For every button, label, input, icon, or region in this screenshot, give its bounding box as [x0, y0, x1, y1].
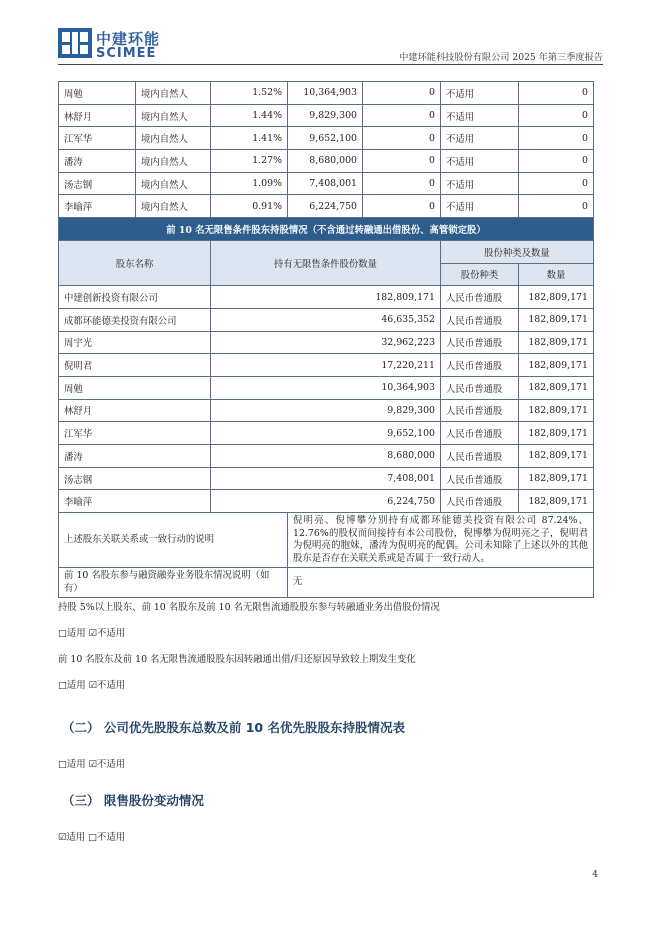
- holder-type: 境内自然人: [136, 195, 211, 218]
- company-logo-icon: [58, 28, 92, 58]
- table-row: [59, 127, 594, 150]
- share-kind: 人民币普通股: [441, 354, 519, 377]
- share-kind: 人民币普通股: [441, 490, 519, 513]
- table-row: [59, 150, 594, 173]
- pledge-qty: 0: [519, 150, 594, 173]
- share-kind: 人民币普通股: [441, 308, 519, 331]
- holder-shares: 9,652,100: [288, 127, 363, 150]
- section-heading-preferred: （二） 公司优先股股东总数及前 10 名优先股股东持股情况表: [62, 720, 405, 735]
- table-row: [59, 172, 594, 195]
- holder-shares: 8,680,000: [288, 150, 363, 173]
- holder-shares: 7,408,001: [288, 172, 363, 195]
- share-qty: 182,809,171: [519, 354, 594, 377]
- header-divider: [58, 64, 603, 65]
- applicability-checkbox: □适用 ☑不适用: [58, 680, 126, 691]
- margin-row: [59, 568, 594, 598]
- holder-name: 林舒月: [59, 104, 136, 127]
- margin-label: 前 10 名股东参与融资融券业务股东情况说明（如有）: [59, 568, 288, 598]
- pledge-qty: 0: [519, 82, 594, 105]
- holder-name: 江军华: [59, 127, 136, 150]
- pledge-status: 不适用: [441, 104, 519, 127]
- pledge-status: 不适用: [441, 195, 519, 218]
- holder-type: 境内自然人: [136, 104, 211, 127]
- relation-label: 上述股东关联关系或一致行动的说明: [59, 513, 288, 568]
- holder-shares: 9,829,300: [288, 104, 363, 127]
- table-row: [59, 467, 594, 490]
- holder-name: 潘涛: [59, 150, 136, 173]
- section-title: 前 10 名无限售条件股东持股情况（不含通过转融通出借股份、高管锁定股）: [59, 218, 594, 241]
- share-qty: 182,809,171: [519, 376, 594, 399]
- col-header-kind-qty: 股份种类及数量: [441, 240, 594, 263]
- unrestricted-shares: 32,962,223: [211, 331, 441, 354]
- pledge-qty: 0: [519, 104, 594, 127]
- share-qty: 182,809,171: [519, 331, 594, 354]
- share-kind: 人民币普通股: [441, 399, 519, 422]
- share-kind: 人民币普通股: [441, 376, 519, 399]
- holder-pct: 1.09%: [211, 172, 288, 195]
- unrestricted-shares: 9,829,300: [211, 399, 441, 422]
- share-qty: 182,809,171: [519, 422, 594, 445]
- holder-pct: 1.52%: [211, 82, 288, 105]
- unrestricted-shares: 7,408,001: [211, 467, 441, 490]
- share-qty: 182,809,171: [519, 490, 594, 513]
- unrestricted-holder-name: 倪明君: [59, 354, 211, 377]
- pledge-qty: 0: [519, 127, 594, 150]
- col-header-kind: 股份种类: [441, 263, 519, 286]
- share-qty: 182,809,171: [519, 445, 594, 468]
- holder-pct: 1.41%: [211, 127, 288, 150]
- table-row: [59, 104, 594, 127]
- applicability-checkbox: ☑适用 □不适用: [58, 832, 126, 843]
- holder-restricted: 0: [363, 104, 441, 127]
- holder-type: 境内自然人: [136, 127, 211, 150]
- unrestricted-holder-name: 潘涛: [59, 445, 211, 468]
- unrestricted-holder-name: 林舒月: [59, 399, 211, 422]
- share-kind: 人民币普通股: [441, 286, 519, 309]
- table-row: [59, 354, 594, 377]
- table-row: [59, 82, 594, 105]
- holder-restricted: 0: [363, 127, 441, 150]
- margin-text: 无: [288, 568, 594, 598]
- pledge-status: 不适用: [441, 127, 519, 150]
- unrestricted-shares: 6,224,750: [211, 490, 441, 513]
- report-title: 中建环能科技股份有限公司 2025 年第三季度报告: [399, 52, 603, 63]
- unrestricted-shares: 10,364,903: [211, 376, 441, 399]
- applicability-checkbox: □适用 ☑不适用: [58, 759, 126, 770]
- logo-text-cn: 中建环能: [96, 30, 161, 48]
- unrestricted-shares: 8,680,000: [211, 445, 441, 468]
- holder-restricted: 0: [363, 172, 441, 195]
- lending-paragraph: 持股 5%以上股东、前 10 名股东及前 10 名无限售流通股股东参与转融通业务出借股份情况: [58, 602, 440, 613]
- logo-text-en: SCIMEE: [96, 46, 157, 61]
- holder-shares: 10,364,903: [288, 82, 363, 105]
- pledge-status: 不适用: [441, 82, 519, 105]
- holder-name: 周勉: [59, 82, 136, 105]
- unrestricted-holder-name: 江军华: [59, 422, 211, 445]
- holder-pct: 1.44%: [211, 104, 288, 127]
- section-header-row: [59, 218, 594, 241]
- unrestricted-holder-name: 成都环能德美投资有限公司: [59, 308, 211, 331]
- holder-type: 境内自然人: [136, 172, 211, 195]
- unrestricted-holder-name: 李喻萍: [59, 490, 211, 513]
- share-kind: 人民币普通股: [441, 422, 519, 445]
- holder-pct: 0.91%: [211, 195, 288, 218]
- relation-row: [59, 513, 594, 568]
- pledge-status: 不适用: [441, 150, 519, 173]
- holder-name: 汤志钢: [59, 172, 136, 195]
- table-row: [59, 422, 594, 445]
- table-row: [59, 308, 594, 331]
- section-heading-restricted: （三） 限售股份变动情况: [62, 793, 204, 808]
- table-row: [59, 286, 594, 309]
- col-header-name: 股东名称: [59, 240, 211, 285]
- page-number: 4: [592, 870, 598, 880]
- table-row: [59, 399, 594, 422]
- unrestricted-holder-name: 周勉: [59, 376, 211, 399]
- share-qty: 182,809,171: [519, 399, 594, 422]
- shareholder-table: [58, 81, 594, 598]
- share-qty: 182,809,171: [519, 286, 594, 309]
- table-row: [59, 331, 594, 354]
- table-row: [59, 445, 594, 468]
- holder-shares: 6,224,750: [288, 195, 363, 218]
- holder-restricted: 0: [363, 82, 441, 105]
- applicability-checkbox: □适用 ☑不适用: [58, 628, 126, 639]
- table-row: [59, 376, 594, 399]
- relation-text: 倪明亮、倪博攀分别持有成都环能德美投资有限公司 87.24%、12.76%的股权而间接持有本公司股份，倪博攀为倪明亮之子，倪明君为倪明亮的胞妹，潘涛为倪明亮的配偶。公司未知除了上述以外的其他股东是否存在关联关系或是否属于一致行动人。: [288, 513, 594, 568]
- unrestricted-holder-name: 周宇光: [59, 331, 211, 354]
- share-qty: 182,809,171: [519, 308, 594, 331]
- unrestricted-shares: 17,220,211: [211, 354, 441, 377]
- change-paragraph: 前 10 名股东及前 10 名无限售流通股股东因转融通出借/归还原因导致较上期发生变化: [58, 654, 416, 665]
- unrestricted-shares: 182,809,171: [211, 286, 441, 309]
- pledge-qty: 0: [519, 172, 594, 195]
- col-header-shares: 持有无限售条件股份数量: [211, 240, 441, 285]
- holder-name: 李喻萍: [59, 195, 136, 218]
- column-header-row: [59, 240, 594, 263]
- share-kind: 人民币普通股: [441, 331, 519, 354]
- table-row: [59, 490, 594, 513]
- pledge-qty: 0: [519, 195, 594, 218]
- share-kind: 人民币普通股: [441, 467, 519, 490]
- holder-pct: 1.27%: [211, 150, 288, 173]
- pledge-status: 不适用: [441, 172, 519, 195]
- table-row: [59, 195, 594, 218]
- col-header-qty: 数量: [519, 263, 594, 286]
- page-header: [58, 22, 603, 66]
- unrestricted-shares: 9,652,100: [211, 422, 441, 445]
- holder-type: 境内自然人: [136, 150, 211, 173]
- share-qty: 182,809,171: [519, 467, 594, 490]
- holder-restricted: 0: [363, 195, 441, 218]
- holder-type: 境内自然人: [136, 82, 211, 105]
- unrestricted-holder-name: 汤志钢: [59, 467, 211, 490]
- share-kind: 人民币普通股: [441, 445, 519, 468]
- unrestricted-holder-name: 中建创新投资有限公司: [59, 286, 211, 309]
- unrestricted-shares: 46,635,352: [211, 308, 441, 331]
- holder-restricted: 0: [363, 150, 441, 173]
